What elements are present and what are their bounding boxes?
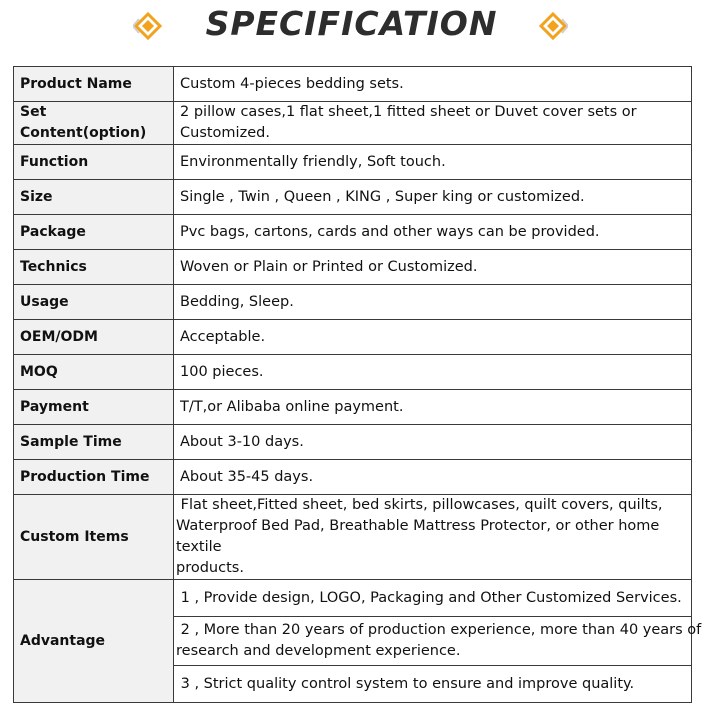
custom-items-line: Waterproof Bed Pad, Breathable Mattress Protector, or other home textile	[176, 518, 660, 555]
spec-table	[13, 66, 702, 703]
row-label: Sample Time	[14, 425, 174, 460]
row-label: MOQ	[14, 355, 174, 390]
table-row	[14, 390, 692, 425]
row-value: Single , Twin , Queen , KING , Super king or customized.	[174, 180, 692, 215]
row-label: Usage	[14, 285, 174, 320]
row-label: Production Time	[14, 460, 174, 495]
custom-items-line: products.	[176, 560, 244, 576]
advantage-item	[174, 666, 692, 703]
table-row	[14, 67, 692, 102]
row-label: Set Content(option)	[14, 102, 174, 145]
advantage-line: 1 , Provide design, LOGO, Packaging and Other Customized Services.	[176, 589, 682, 606]
advantage-line: research and development experience.	[176, 643, 461, 659]
page-title: SPECIFICATION	[205, 4, 498, 43]
advantage-line: 2 , More than 20 years of production experience, more than 40 years of	[176, 622, 702, 638]
row-value: Bedding, Sleep.	[174, 285, 692, 320]
row-label: Size	[14, 180, 174, 215]
row-label: Technics	[14, 250, 174, 285]
row-value: About 3-10 days.	[174, 425, 692, 460]
row-label: OEM/ODM	[14, 320, 174, 355]
custom-items-value	[174, 495, 692, 580]
row-label: Advantage	[14, 580, 174, 703]
row-value: 2 pillow cases,1 flat sheet,1 fitted sheet or Duvet cover sets or Customized.	[174, 102, 692, 145]
table-row	[14, 145, 692, 180]
table-row	[14, 102, 692, 145]
table-row-custom-items	[14, 495, 692, 580]
row-value: Environmentally friendly, Soft touch.	[174, 145, 692, 180]
diamond-right-icon	[538, 11, 568, 41]
header	[0, 0, 703, 48]
table-row	[14, 355, 692, 390]
table-row	[14, 180, 692, 215]
table-row-advantage	[14, 580, 692, 617]
table-row	[14, 320, 692, 355]
row-value: Acceptable.	[174, 320, 692, 355]
row-value: Woven or Plain or Printed or Customized.	[174, 250, 692, 285]
row-label: Product Name	[14, 67, 174, 102]
advantage-item	[174, 617, 702, 666]
custom-items-line: Flat sheet,Fitted sheet, bed skirts, pillowcases, quilt covers, quilts,	[176, 497, 663, 513]
row-label: Payment	[14, 390, 174, 425]
advantage-item	[174, 580, 692, 617]
advantage-line: 3 , Strict quality control system to ensure and improve quality.	[176, 675, 635, 692]
table-row	[14, 285, 692, 320]
row-value: T/T,or Alibaba online payment.	[174, 390, 692, 425]
row-label: Function	[14, 145, 174, 180]
row-value: About 35-45 days.	[174, 460, 692, 495]
table-row	[14, 425, 692, 460]
row-label: Package	[14, 215, 174, 250]
row-value: Pvc bags, cartons, cards and other ways can be provided.	[174, 215, 692, 250]
row-value: 100 pieces.	[174, 355, 692, 390]
table-row	[14, 215, 692, 250]
table-row	[14, 250, 692, 285]
table-row	[14, 460, 692, 495]
row-label: Custom Items	[14, 495, 174, 580]
row-value: Custom 4-pieces bedding sets.	[174, 67, 692, 102]
